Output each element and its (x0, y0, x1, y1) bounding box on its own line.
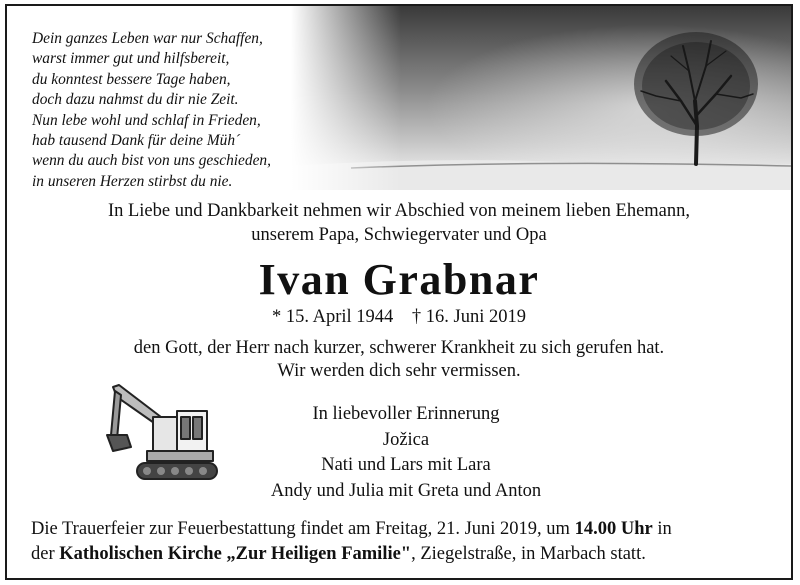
poem-line: in unseren Herzen stirbst du nie. (32, 172, 233, 190)
poem-line: Dein ganzes Leben war nur Schaffen, (32, 30, 263, 47)
intro-line-1: In Liebe und Dankbarkeit nehmen wir Abschied von meinem lieben Ehemann, (107, 201, 691, 221)
funeral-text: der (31, 543, 60, 564)
life-dates (7, 306, 791, 329)
poem-line: Nun lebe wohl und schlaf in Frieden, (32, 111, 261, 129)
birth-date: * 15. April 1944 (272, 307, 394, 327)
intro-line-2: unserem Papa, Schwiegervater und Opa (251, 225, 547, 245)
funeral-line-1 (31, 517, 771, 542)
family-member: Nati und Lars mit Lara (321, 455, 491, 475)
excavator-icon (105, 381, 221, 485)
poem-line: du konntest bessere Tage haben, (32, 70, 231, 88)
message-line-1: den Gott, der Herr nach kurzer, schwerer Krankheit zu sich gerufen hat. (133, 338, 665, 358)
family-member: Jožica (382, 429, 430, 450)
message-line-2: Wir werden dich sehr vermissen. (277, 361, 521, 381)
funeral-line-2 (31, 542, 771, 567)
obituary-notice (5, 4, 793, 580)
funeral-info (31, 517, 771, 566)
family-member: Andy und Julia mit Greta und Anton (270, 480, 542, 501)
family-signatures (247, 402, 565, 504)
poem-line: warst immer gut und hilfsbereit, (32, 50, 230, 68)
tree-landscape-image (291, 6, 791, 190)
poem-line: hab tausend Dank für deine Müh´ (32, 132, 241, 150)
death-date: † 16. Juni 2019 (411, 307, 526, 327)
funeral-place: Katholischen Kirche „Zur Heiligen Familie" (59, 543, 412, 564)
poem (32, 29, 271, 192)
funeral-time: 14.00 Uhr (574, 519, 653, 539)
family-heading: In liebevoller Erinnerung (312, 404, 500, 424)
header-section (7, 6, 791, 190)
poem-line: doch dazu nahmst du dir nie Zeit. (32, 91, 239, 109)
poem-line: wenn du auch bist von uns geschieden, (32, 152, 271, 170)
funeral-text: in (652, 519, 672, 539)
funeral-text: , Ziegelstraße, in Marbach statt. (411, 543, 646, 564)
deceased-name: Ivan Grabnar (258, 255, 540, 304)
funeral-text: Die Trauerfeier zur Feuerbestattung findet am Freitag, 21. Juni 2019, um (31, 519, 575, 539)
